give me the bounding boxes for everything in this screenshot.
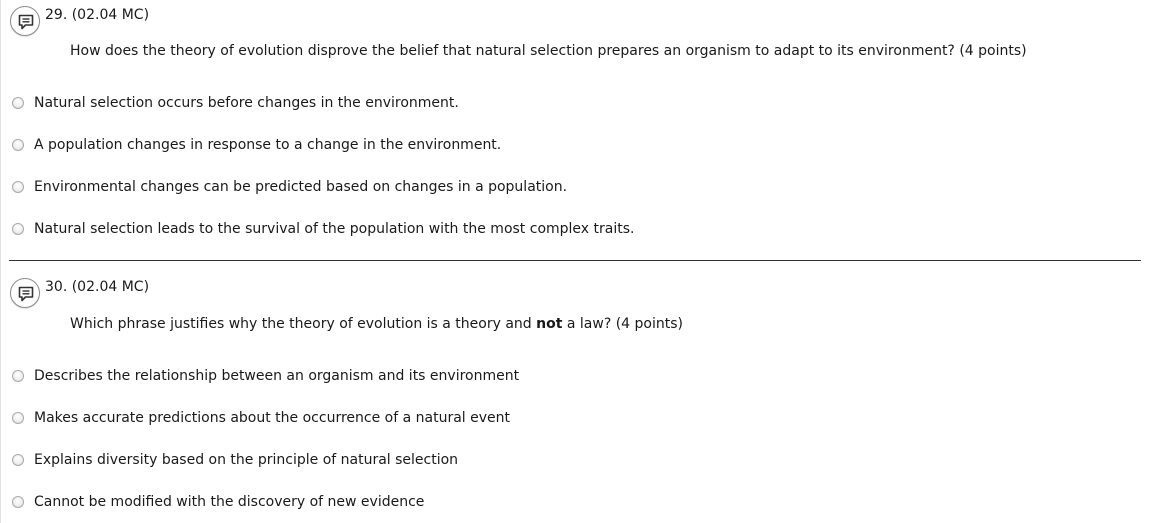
answer-option[interactable] (1, 492, 901, 514)
radio-button-icon[interactable] (12, 454, 24, 466)
speech-bubble-icon[interactable] (10, 278, 40, 308)
question-code: (02.04 MC) (71, 7, 150, 23)
question-text-emphasis: not (536, 316, 563, 332)
answer-option-label: Natural selection occurs before changes in the environment. (34, 95, 459, 111)
answer-option-label: Cannot be modified with the discovery of new evidence (34, 494, 425, 510)
radio-button-icon[interactable] (12, 97, 24, 109)
question-text-part: Which phrase justifies why the theory of evolution is a theory and (70, 316, 537, 332)
speech-bubble-icon[interactable] (10, 6, 40, 36)
answer-option-label: Environmental changes can be predicted based on changes in a population. (34, 179, 568, 195)
question-code: (02.04 MC) (71, 279, 150, 295)
answer-option[interactable] (1, 135, 901, 157)
question-text: How does the theory of evolution disprove the belief that natural selection prepares an organism to adapt to its environment? (4 points) (70, 43, 1027, 59)
question-number: 29. (45, 7, 68, 23)
speech-bubble-icon-glyph (17, 13, 35, 31)
radio-button-icon[interactable] (12, 496, 24, 508)
answer-option-label: Natural selection leads to the survival of the population with the most complex traits. (34, 221, 635, 237)
answer-option[interactable] (1, 408, 901, 430)
answer-option[interactable] (1, 366, 901, 388)
answer-option[interactable] (1, 177, 901, 199)
radio-button-icon[interactable] (12, 370, 24, 382)
radio-button-icon[interactable] (12, 139, 24, 151)
answer-option-label: Makes accurate predictions about the occurrence of a natural event (34, 410, 510, 426)
answer-option[interactable] (1, 219, 901, 241)
answer-option-label: Describes the relationship between an organism and its environment (34, 368, 520, 384)
answer-option-label: Explains diversity based on the principle of natural selection (34, 452, 459, 468)
answer-option[interactable] (1, 450, 901, 472)
question-text-part: a law? (4 points) (562, 316, 683, 332)
radio-button-icon[interactable] (12, 181, 24, 193)
speech-bubble-icon-glyph (17, 285, 35, 303)
answer-option[interactable] (1, 93, 901, 115)
question-text (70, 315, 683, 333)
answer-option-label: A population changes in response to a change in the environment. (34, 137, 502, 153)
question-divider (9, 260, 1141, 261)
question-header (45, 278, 149, 296)
question-header (45, 6, 149, 24)
radio-button-icon[interactable] (12, 223, 24, 235)
question-number: 30. (45, 279, 68, 295)
radio-button-icon[interactable] (12, 412, 24, 424)
